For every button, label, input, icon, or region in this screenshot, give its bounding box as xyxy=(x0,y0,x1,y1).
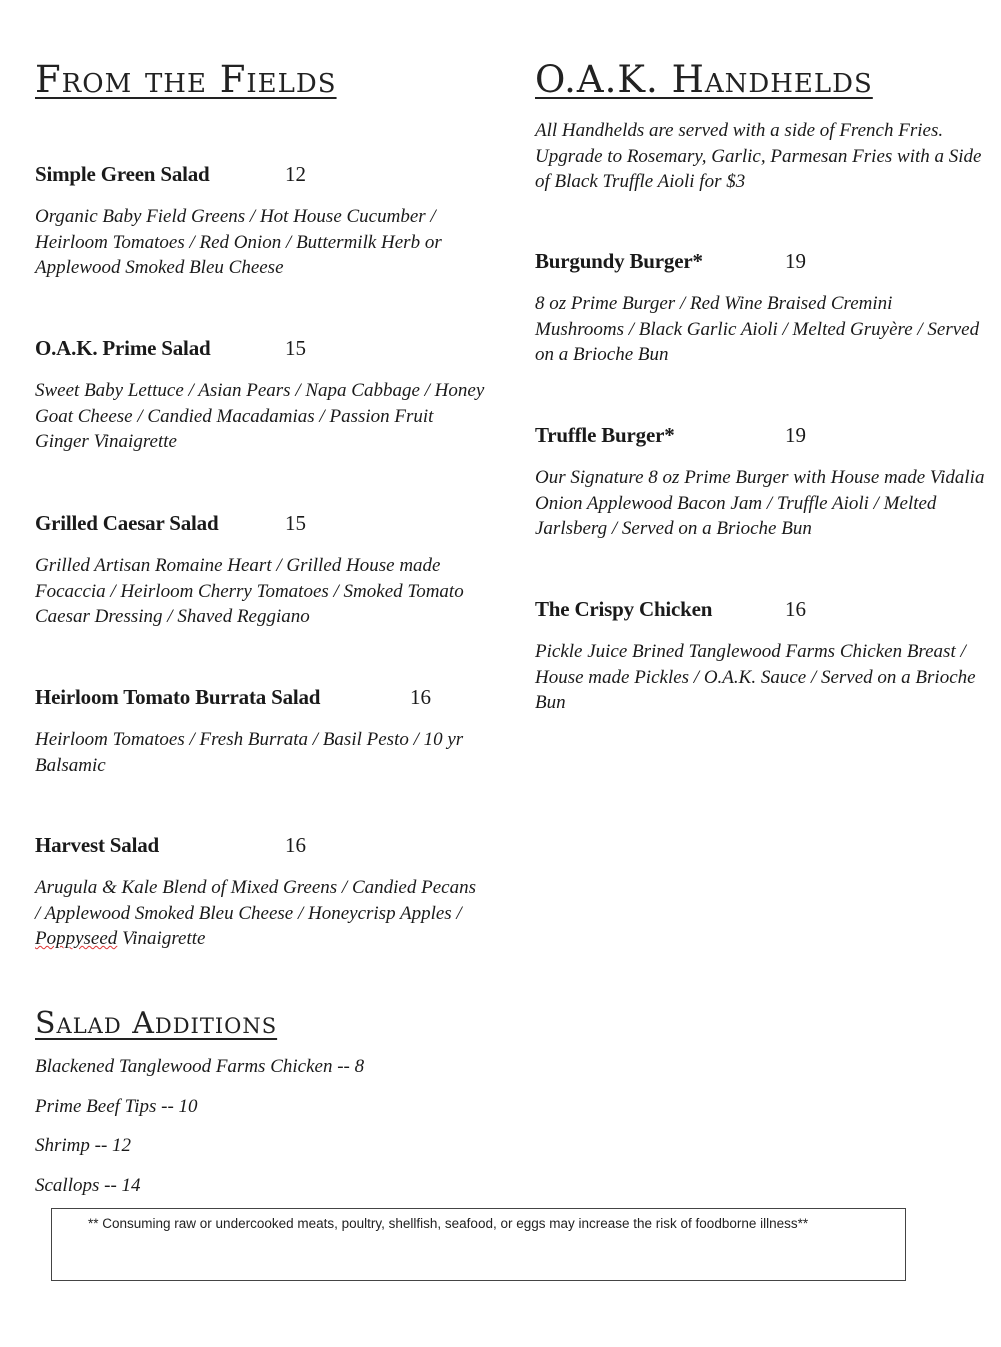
handhelds-intro: All Handhelds are served with a side of French Fries. Upgrade to Rosemary, Garlic, Parmesan Fries with a Side of Black Truffle Aioli for $3 xyxy=(535,120,982,192)
menu-item-price: 12 xyxy=(285,162,306,186)
menu-item-price: 15 xyxy=(285,511,306,535)
menu-item-header xyxy=(535,597,985,623)
menu-item xyxy=(535,249,985,368)
disclaimer-text: ** Consuming raw or undercooked meats, poultry, shellfish, seafood, or eggs may increase the risk of foodborne illness** xyxy=(88,1216,809,1231)
menu-item-price: 16 xyxy=(785,597,806,621)
menu-item-description: 8 oz Prime Burger / Red Wine Braised Cremini Mushrooms / Black Garlic Aioli / Melted Gruyère / Served on a Brioche Bun xyxy=(535,293,980,365)
menu-item xyxy=(35,511,485,630)
menu-item-name: Grilled Caesar Salad xyxy=(35,511,219,535)
menu-item-header xyxy=(35,511,485,537)
menu-item-price: 19 xyxy=(785,423,806,447)
menu-item-description: Organic Baby Field Greens / Hot House Cucumber / Heirloom Tomatoes / Red Onion / Buttermilk Herb or Applewood Smoked Bleu Cheese xyxy=(35,206,442,278)
menu-item-header xyxy=(35,685,485,711)
menu-item-price: 15 xyxy=(285,336,306,360)
menu-item-header xyxy=(35,162,485,188)
spellcheck-flagged-word: Poppyseed xyxy=(35,928,118,949)
menu-item-description: Pickle Juice Brined Tanglewood Farms Chicken Breast / House made Pickles / O.A.K. Sauce / Served on a Brioche Bun xyxy=(535,641,976,713)
menu-item-header xyxy=(535,249,985,275)
menu-item-description: Grilled Artisan Romaine Heart / Grilled House made Focaccia / Heirloom Cherry Tomatoes / Smoked Tomato Caesar Dressing / Shaved Reggiano xyxy=(35,555,464,627)
menu-item-name: Truffle Burger* xyxy=(535,423,675,447)
menu-item-header xyxy=(35,833,485,859)
menu-item xyxy=(535,423,985,542)
menu-item xyxy=(535,597,985,716)
salad-addition-item: Shrimp -- 12 xyxy=(35,1135,132,1156)
menu-item-price: 16 xyxy=(285,833,306,857)
menu-item-name: Burgundy Burger* xyxy=(535,249,703,273)
menu-item-name: Heirloom Tomato Burrata Salad xyxy=(35,685,321,709)
menu-item-name: O.A.K. Prime Salad xyxy=(35,336,211,360)
menu-item xyxy=(35,685,485,778)
salad-addition-item: Scallops -- 14 xyxy=(35,1175,141,1196)
allergen-disclaimer-box xyxy=(51,1208,906,1281)
salad-addition-item: Prime Beef Tips -- 10 xyxy=(35,1096,198,1117)
section-title-from-the-fields: From the Fields xyxy=(35,58,337,101)
menu-item-header xyxy=(535,423,985,449)
menu-item-description: Our Signature 8 oz Prime Burger with House made Vidalia Onion Applewood Bacon Jam / Truffle Aioli / Melted Jarlsberg / Served on a Brioche Bun xyxy=(535,467,985,539)
menu-item-header xyxy=(35,336,485,362)
menu-item xyxy=(35,336,485,455)
menu-item-name: Simple Green Salad xyxy=(35,162,210,186)
menu-item-description xyxy=(35,875,485,952)
description-text: Arugula & Kale Blend of Mixed Greens / Candied Pecans / Applewood Smoked Bleu Cheese / Honeycrisp Apples / xyxy=(35,877,476,924)
menu-item-name: The Crispy Chicken xyxy=(535,597,713,621)
menu-item-price: 16 xyxy=(410,685,431,709)
menu-item-name: Harvest Salad xyxy=(35,833,159,857)
menu-item-description: Sweet Baby Lettuce / Asian Pears / Napa Cabbage / Honey Goat Cheese / Candied Macadamias / Passion Fruit Ginger Vinaigrette xyxy=(35,380,485,452)
description-text: Vinaigrette xyxy=(117,928,206,949)
section-title-oak-handhelds: O.A.K. Handhelds xyxy=(535,58,873,101)
menu-item-description: Heirloom Tomatoes / Fresh Burrata / Basil Pesto / 10 yr Balsamic xyxy=(35,729,464,776)
menu-item xyxy=(35,833,485,952)
section-title-salad-additions: Salad Additions xyxy=(35,1006,278,1041)
menu-item xyxy=(35,162,485,281)
salad-addition-item: Blackened Tanglewood Farms Chicken -- 8 xyxy=(35,1056,365,1077)
menu-item-price: 19 xyxy=(785,249,806,273)
